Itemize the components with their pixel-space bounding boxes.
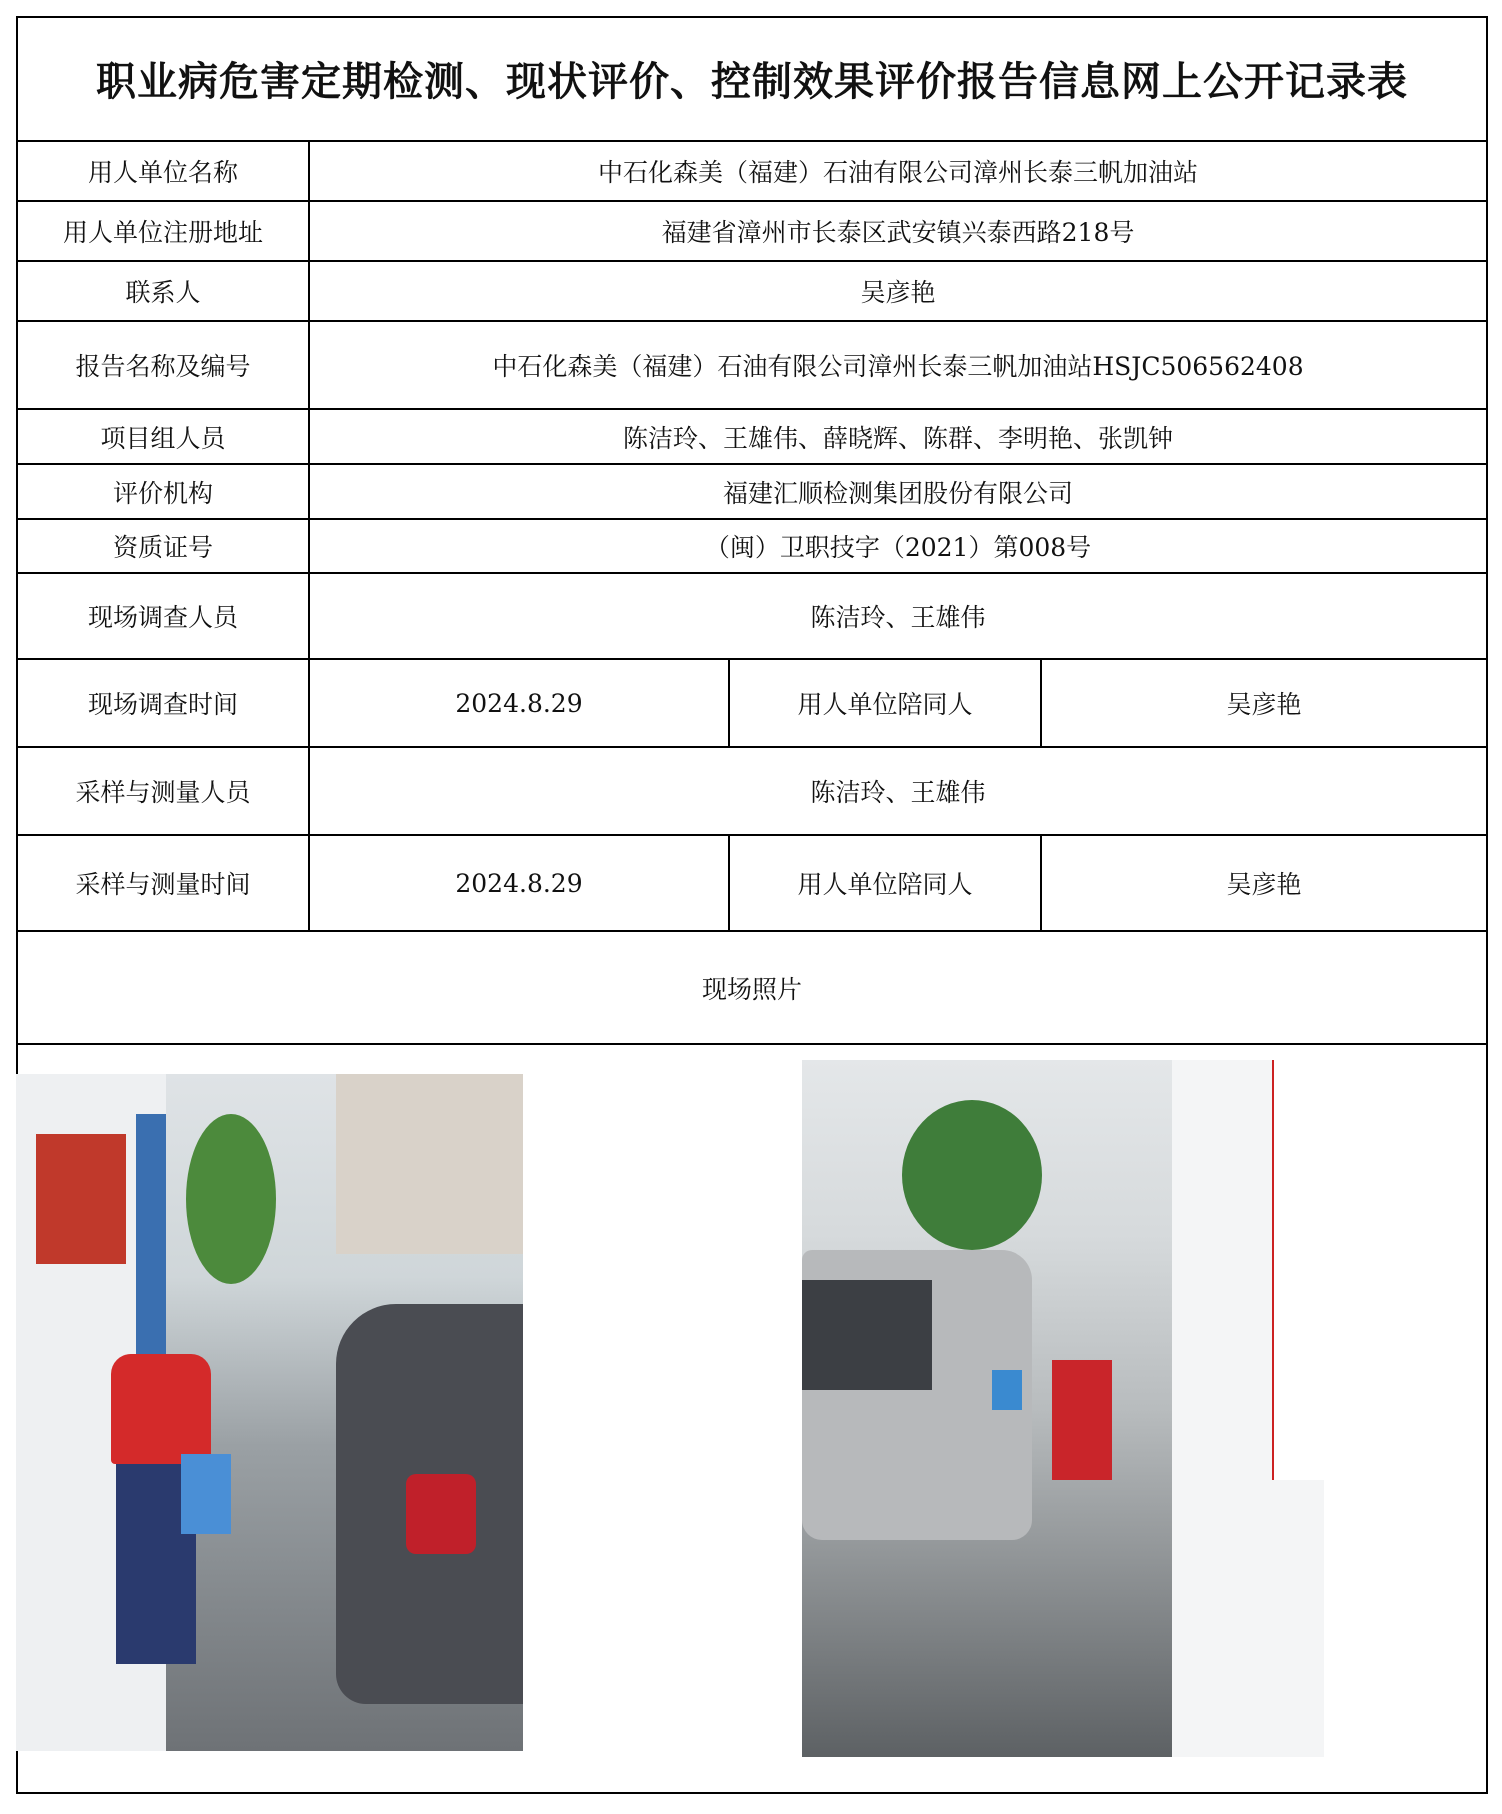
table-row [17, 835, 1487, 931]
label: 采样与测量人员 [17, 747, 309, 835]
label: 用人单位名称 [17, 141, 309, 201]
value: 2024.8.29 [309, 659, 729, 747]
table-row [17, 519, 1487, 573]
value: 中石化森美（福建）石油有限公司漳州长泰三帆加油站HSJC506562408 [309, 321, 1487, 409]
table-row [17, 659, 1487, 747]
label: 现场调查时间 [17, 659, 309, 747]
table-row [17, 201, 1487, 261]
table-row [17, 464, 1487, 519]
table-row [17, 573, 1487, 659]
label: 联系人 [17, 261, 309, 321]
record-table [16, 140, 1488, 1045]
label: 资质证号 [17, 519, 309, 573]
table-row [17, 261, 1487, 321]
value: 陈洁玲、王雄伟 [309, 747, 1487, 835]
site-photo-fuel-pump [16, 1074, 523, 1751]
table-row [17, 141, 1487, 201]
value: 福建省漳州市长泰区武安镇兴泰西路218号 [309, 201, 1487, 261]
value: 吴彦艳 [1041, 835, 1487, 931]
photo-area [16, 1045, 1488, 1794]
label: 用人单位陪同人 [729, 659, 1041, 747]
value: 吴彦艳 [1041, 659, 1487, 747]
photos-heading: 现场照片 [17, 931, 1487, 1044]
value: 2024.8.29 [309, 835, 729, 931]
label: 项目组人员 [17, 409, 309, 464]
table-row [17, 409, 1487, 464]
label: 用人单位陪同人 [729, 835, 1041, 931]
value: 陈洁玲、王雄伟、薛晓辉、陈群、李明艳、张凯钟 [309, 409, 1487, 464]
value: 吴彦艳 [309, 261, 1487, 321]
value: 陈洁玲、王雄伟 [309, 573, 1487, 659]
value: （闽）卫职技字（2021）第008号 [309, 519, 1487, 573]
label: 报告名称及编号 [17, 321, 309, 409]
value: 福建汇顺检测集团股份有限公司 [309, 464, 1487, 519]
label: 评价机构 [17, 464, 309, 519]
table-row [17, 747, 1487, 835]
site-photo-van [802, 1060, 1324, 1757]
label: 用人单位注册地址 [17, 201, 309, 261]
table-row [17, 321, 1487, 409]
value: 中石化森美（福建）石油有限公司漳州长泰三帆加油站 [309, 141, 1487, 201]
page-title: 职业病危害定期检测、现状评价、控制效果评价报告信息网上公开记录表 [96, 57, 1408, 105]
label: 采样与测量时间 [17, 835, 309, 931]
table-row [17, 931, 1487, 1044]
label: 现场调查人员 [17, 573, 309, 659]
